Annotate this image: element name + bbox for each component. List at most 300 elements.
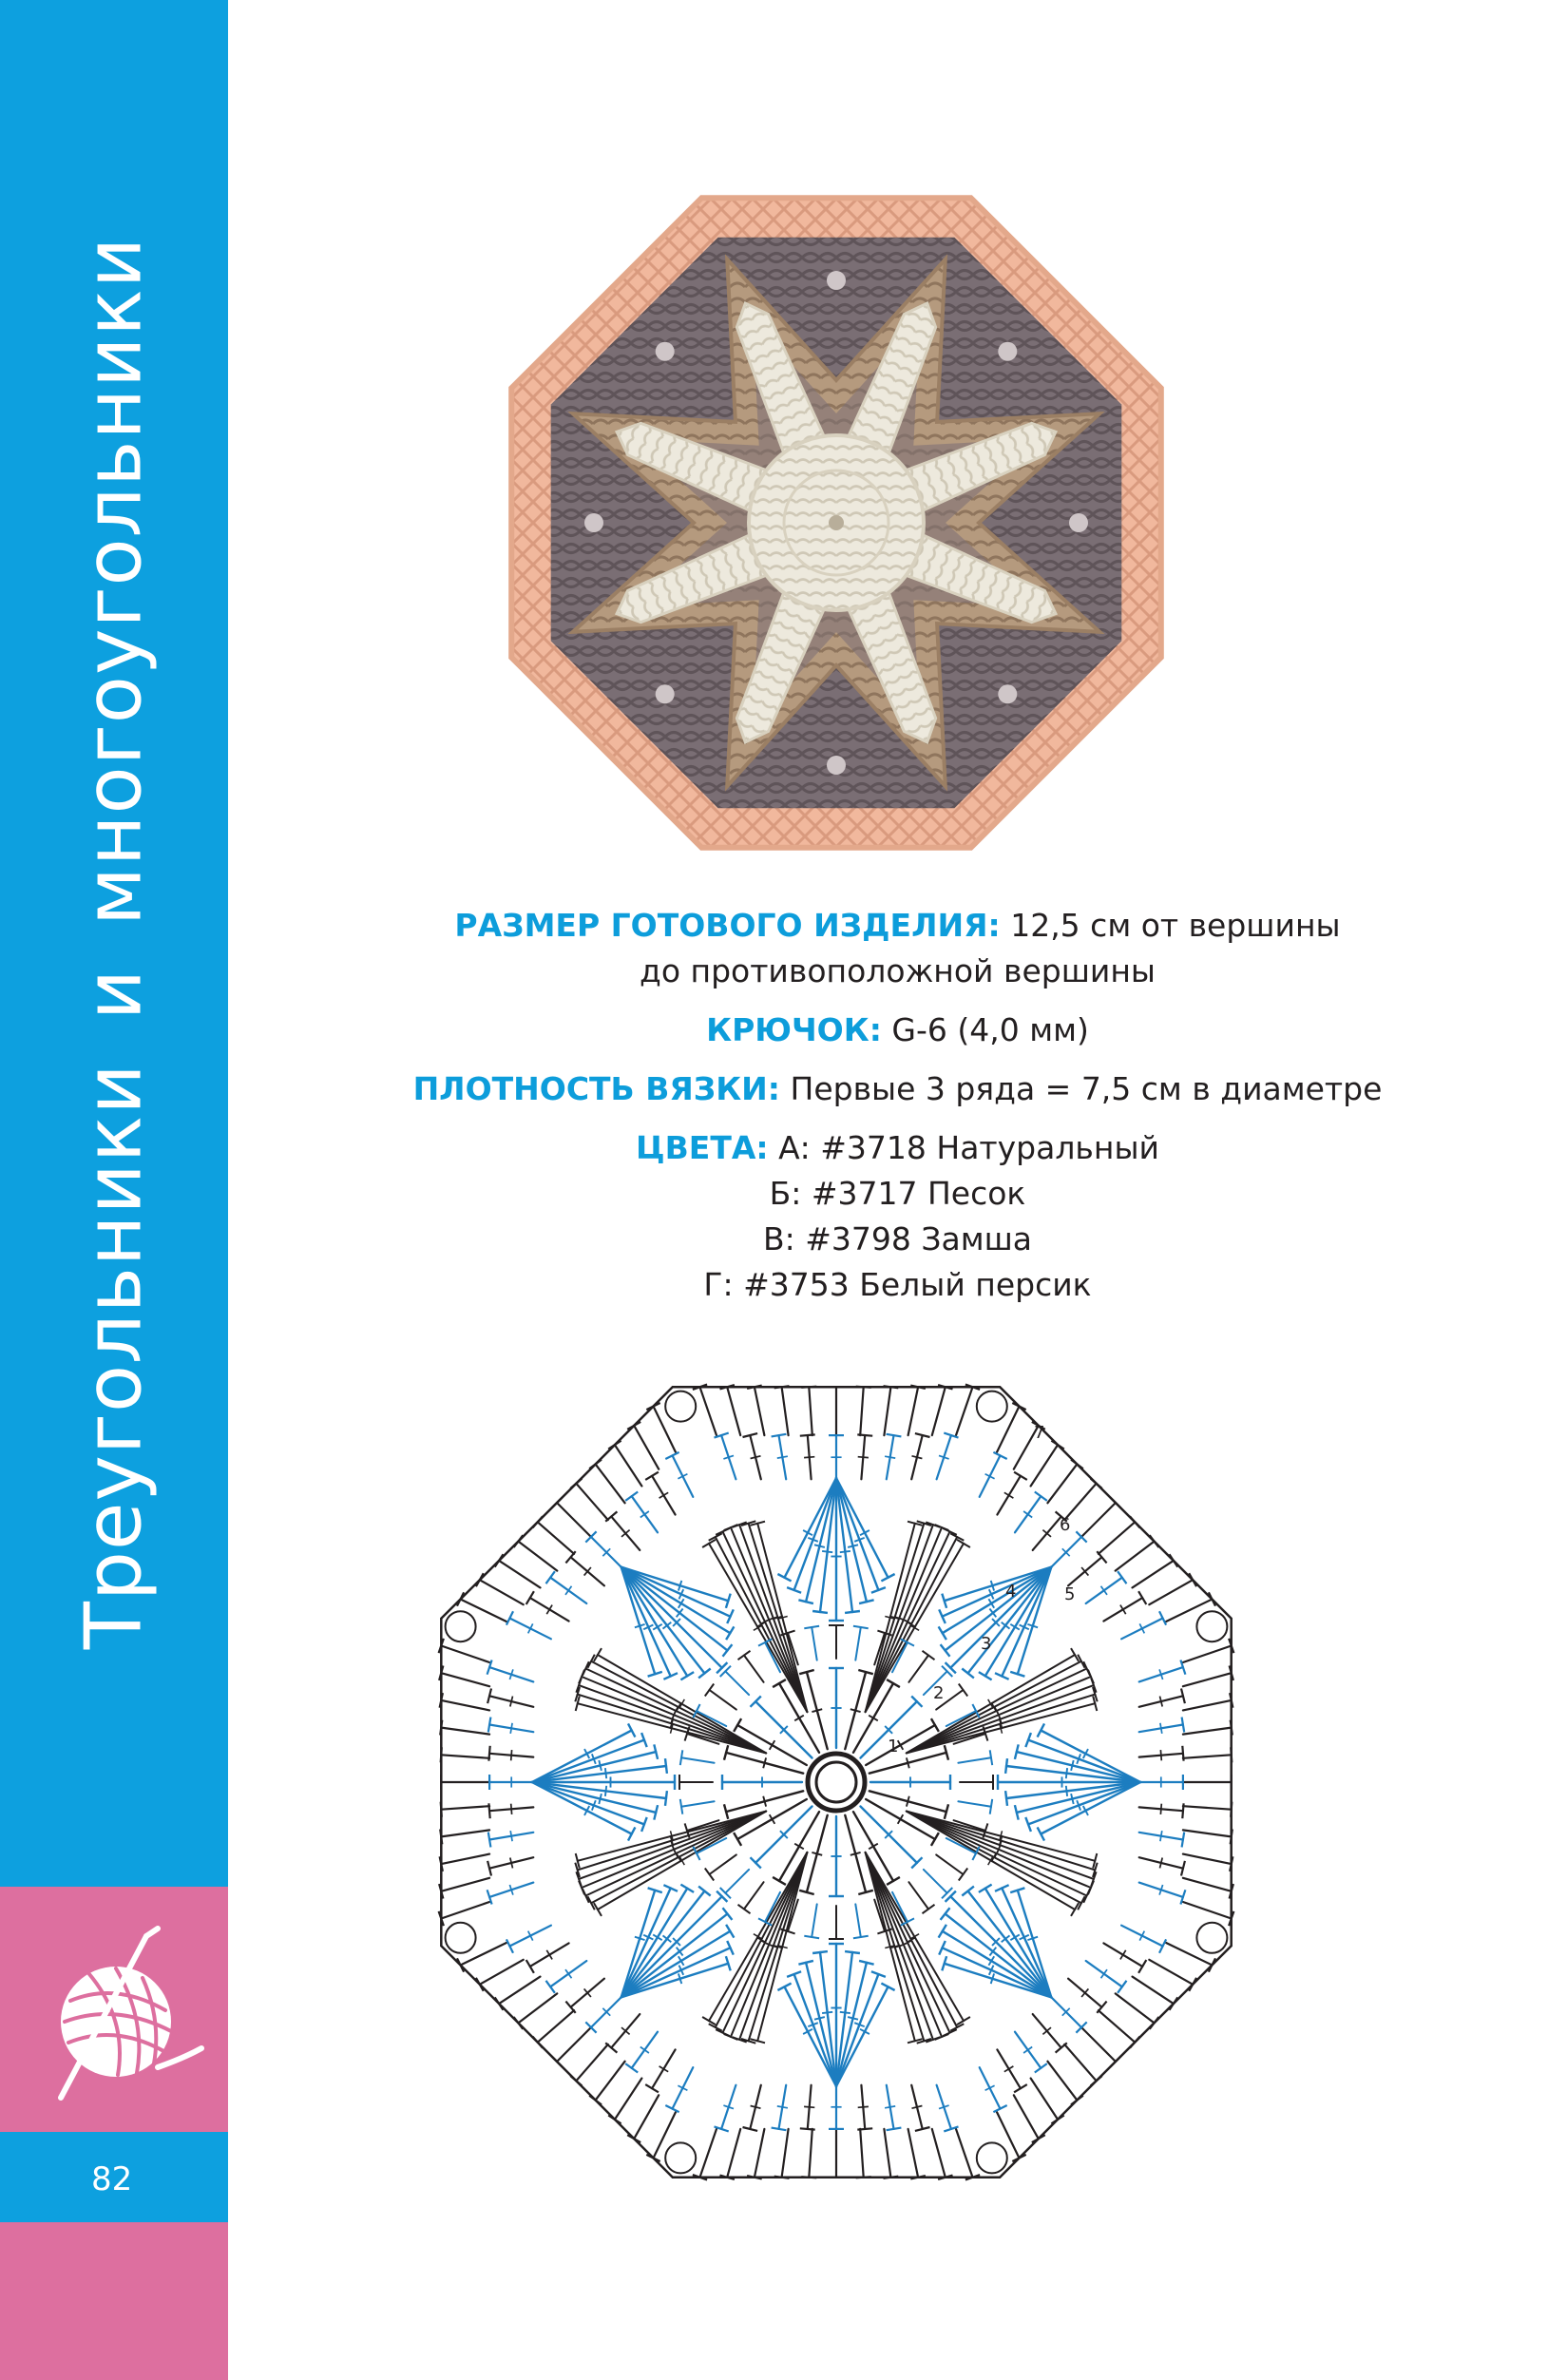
stitch-cross — [1023, 2047, 1032, 2054]
stitch — [1183, 1806, 1232, 1810]
suede-eyelet — [656, 342, 675, 361]
stitch — [956, 2129, 973, 2178]
stitch-top — [514, 2017, 524, 2029]
stitch-top — [853, 1936, 869, 1939]
stitch-top — [1159, 1939, 1166, 1952]
stitch-cross — [777, 1456, 788, 1458]
stitch — [1183, 1673, 1232, 1686]
stitch — [806, 1963, 836, 2086]
stitch — [1031, 2079, 1059, 2120]
stitch-top — [1170, 1554, 1178, 1566]
stitch-top — [645, 2084, 659, 2092]
stitch-cross — [1160, 1804, 1161, 1814]
stitch-top — [941, 1644, 950, 1657]
stitch-top — [857, 2128, 872, 2129]
stitch-top — [665, 1758, 667, 1774]
stitch-top — [589, 2096, 602, 2105]
corner-chain — [977, 2142, 1007, 2173]
size-value-2: до противоположной вершины — [640, 952, 1156, 989]
stitch-cross — [848, 2017, 858, 2020]
stitch — [806, 1478, 836, 1602]
stitch-top — [589, 1460, 602, 1469]
stitch-cross — [885, 1456, 895, 1458]
stitch — [1166, 1600, 1212, 1622]
stitch-top — [625, 2063, 638, 2072]
stitch-top — [705, 1684, 714, 1697]
stitch-top — [1138, 1960, 1146, 1973]
stitch — [710, 1854, 736, 1874]
stitch — [576, 1484, 608, 1520]
stitch-top — [887, 1679, 900, 1687]
stitch — [958, 1801, 991, 1807]
stitch — [884, 1387, 890, 1435]
stitch-top — [887, 1877, 900, 1885]
stitch — [1116, 1993, 1155, 2023]
stitch-top — [726, 1626, 734, 1640]
stitch-top — [488, 1718, 491, 1733]
stitch-top — [773, 1877, 786, 1885]
stitch-top — [1051, 2116, 1063, 2124]
stitch — [755, 1387, 765, 1435]
corner-chain — [446, 1611, 476, 1641]
stitch — [441, 1673, 489, 1686]
stitch-top — [923, 1651, 935, 1660]
stitch — [1183, 1902, 1232, 1919]
color-c-line — [247, 1217, 1548, 1262]
stitch — [1183, 1646, 1232, 1663]
suede-eyelet — [998, 342, 1017, 361]
stitch — [681, 1757, 715, 1763]
stitch-top — [716, 2029, 730, 2036]
stitch — [596, 2062, 625, 2101]
stitch-top — [856, 1387, 871, 1388]
stitch — [836, 1987, 889, 2086]
stitch-top — [1118, 1571, 1126, 1583]
stitch-top — [812, 1951, 828, 1953]
stitch — [441, 1878, 489, 1891]
stitch — [532, 1731, 632, 1783]
stitch — [1183, 1700, 1232, 1711]
gauge-line — [247, 1066, 1548, 1112]
stitch — [1149, 1960, 1193, 1985]
stitch-top — [506, 1611, 513, 1624]
stitch — [480, 1960, 524, 1985]
stitch-top — [488, 1833, 491, 1848]
stitch-cross — [1023, 1511, 1032, 1518]
stitch — [1183, 1854, 1232, 1865]
stitch — [836, 1478, 889, 1578]
stitch — [441, 1854, 489, 1865]
stitch — [596, 1464, 625, 1503]
stitch-top — [1150, 1535, 1159, 1547]
stitch-top — [646, 1403, 659, 1410]
stitch-top — [506, 1939, 513, 1952]
stitch-top — [457, 1958, 464, 1971]
stitch-top — [627, 2135, 640, 2142]
stitch — [785, 1478, 837, 1578]
stitch-top — [738, 1651, 751, 1660]
stitch-cross — [1071, 1794, 1074, 1804]
stitch — [956, 1387, 973, 1435]
corner-chain — [446, 1923, 476, 1953]
stitch-cross — [814, 2017, 825, 2020]
stitch-top — [608, 1441, 621, 1449]
stitch-top — [931, 1833, 939, 1846]
page-number: 82 — [91, 2160, 133, 2198]
stitch — [725, 1671, 749, 1695]
stitch-top — [993, 1452, 1006, 1459]
color-c: В: #3798 Замша — [762, 1220, 1033, 1257]
stitch-top — [959, 1684, 967, 1697]
stitch — [997, 1407, 1020, 1452]
stitch-top — [962, 1887, 974, 1896]
stitch-cross — [510, 1723, 512, 1734]
stitch — [615, 2079, 642, 2120]
stitch — [997, 2112, 1020, 2158]
chart-blue-stitches — [487, 1433, 1186, 2132]
stitch-top — [1170, 1997, 1178, 2009]
stitch — [499, 1561, 540, 1588]
stitch — [908, 1882, 928, 1909]
stitch-top — [665, 1791, 667, 1806]
stitch-top — [1189, 1573, 1196, 1586]
stitch-top — [665, 1452, 678, 1459]
stitch-top — [1159, 1611, 1166, 1624]
stitch-top — [959, 1869, 967, 1881]
color-a: А: #3718 Натуральный — [778, 1129, 1159, 1166]
stitch-cross — [640, 1511, 649, 1518]
stitch-top — [773, 1679, 786, 1687]
stitch — [532, 1752, 656, 1782]
stitch-top — [939, 1925, 946, 1938]
stitch-top — [979, 1672, 992, 1679]
stitch-top — [1071, 2096, 1083, 2105]
stitch-cross — [822, 2012, 832, 2013]
stitch — [932, 2129, 946, 2178]
gauge-value: Первые 3 ряда = 7,5 см в диаметре — [790, 1070, 1383, 1107]
suede-eyelet — [827, 756, 846, 775]
stitch-cross — [605, 1786, 606, 1796]
gauge-label: ПЛОТНОСТЬ ВЯЗКИ: — [412, 1070, 780, 1107]
suede-eyelet — [827, 271, 846, 290]
yarn-ball-hook-icon — [32, 1915, 213, 2105]
stitch — [441, 1646, 489, 1663]
stitch-top — [857, 1434, 872, 1435]
stitch-top — [1182, 1746, 1183, 1761]
stitch-top — [546, 1571, 555, 1583]
stitch-top — [665, 2105, 678, 2112]
stitch-top — [853, 1626, 869, 1629]
stitch — [908, 1387, 919, 1435]
stitch-top — [1083, 1889, 1090, 1903]
stitch-cross — [565, 1586, 572, 1595]
stitch-top — [1005, 1791, 1007, 1806]
stitch-top — [441, 1802, 442, 1817]
stitch-top — [1231, 1747, 1232, 1762]
stitch — [634, 2095, 659, 2139]
crochet-chart — [404, 1350, 1269, 2215]
stitch — [785, 1987, 837, 2086]
stitch-top — [1005, 1758, 1007, 1774]
size-label: РАЗМЕР ГОТОВОГО ИЗДЕЛИЯ: — [454, 907, 1001, 944]
stitch — [1081, 2027, 1116, 2062]
stitch — [441, 1755, 489, 1758]
stitch-cross — [840, 1551, 850, 1552]
stitch-cross — [640, 2047, 649, 2054]
stitch-top — [1182, 1803, 1183, 1818]
stitch — [1133, 1977, 1174, 2005]
stitch-top — [939, 1626, 946, 1640]
stitch-cross — [1071, 1760, 1074, 1771]
stitch — [480, 1580, 524, 1604]
size-line-2 — [247, 949, 1548, 994]
stitch-cross — [1066, 1786, 1067, 1796]
stitch-top — [1014, 2084, 1027, 2092]
stitch — [908, 1656, 928, 1682]
stitch-top — [801, 1387, 816, 1388]
stitch-top — [488, 1803, 489, 1818]
stitch — [755, 2129, 765, 2178]
stitch — [1041, 1731, 1140, 1783]
stitch-cross — [858, 2106, 869, 2107]
stitch-top — [546, 1981, 555, 1993]
stitch-top — [645, 1472, 659, 1480]
center-hole — [829, 515, 844, 530]
stitch-top — [476, 1978, 484, 1991]
stitch — [1064, 2044, 1097, 2081]
stitch-top — [698, 1669, 711, 1679]
size-value: 12,5 см от вершины — [1010, 907, 1341, 944]
stitch-top — [801, 2177, 816, 2178]
stitch-top — [887, 2128, 902, 2131]
stitch-top — [698, 1887, 711, 1896]
stitch — [1133, 1561, 1174, 1588]
stitch — [924, 1870, 947, 1893]
stitch-top — [772, 2128, 787, 2131]
stitch — [782, 1387, 789, 1435]
suede-eyelet — [998, 684, 1017, 703]
stitch-top — [1189, 1978, 1196, 1991]
stitch-top — [646, 2155, 659, 2161]
stitch — [1047, 1464, 1077, 1503]
stitch-cross — [885, 2106, 895, 2108]
stitch — [557, 1503, 591, 1537]
stitch-cross — [1101, 1586, 1108, 1595]
color-d: Г: #3753 Белый персик — [703, 1266, 1092, 1303]
stitch-top — [1182, 1718, 1185, 1733]
stitch — [1183, 1878, 1232, 1891]
stitch-top — [804, 1626, 819, 1629]
stitch-top — [1150, 2017, 1159, 2029]
colors-label: ЦВЕТА: — [636, 1129, 769, 1166]
stitch-top — [1051, 1441, 1063, 1449]
color-d-line — [247, 1262, 1548, 1308]
stitch-cross — [565, 1969, 572, 1978]
stitch — [860, 1387, 864, 1435]
stitch — [1183, 1755, 1232, 1758]
hook-line — [247, 1008, 1548, 1053]
stitch — [1047, 2062, 1077, 2101]
round-label-3: 3 — [981, 1634, 992, 1654]
stitch-top — [680, 1885, 694, 1892]
corner-chain — [665, 1392, 696, 1422]
stitch — [1149, 1580, 1193, 1604]
stitch — [441, 1728, 489, 1735]
stitch-top — [800, 2128, 815, 2129]
chart-center-ring — [808, 1754, 865, 1811]
suede-eyelet — [656, 684, 675, 703]
stitch-top — [1035, 1492, 1047, 1501]
stitch — [461, 1943, 506, 1966]
stitch-top — [804, 1936, 819, 1939]
stitch — [576, 2044, 608, 2081]
stitch — [615, 1445, 642, 1486]
stitch-top — [812, 1611, 828, 1613]
stitch-top — [680, 1799, 683, 1814]
stitch — [1017, 1782, 1140, 1813]
stitch-top — [1035, 2063, 1047, 2072]
stitch — [1183, 1830, 1232, 1836]
sidebar-bottom-band — [0, 2222, 228, 2380]
stitch-top — [1071, 1460, 1083, 1469]
stitch-top — [1138, 1591, 1146, 1604]
stitch — [1099, 2010, 1135, 2043]
stitch-top — [457, 1592, 464, 1605]
stitch-top — [845, 1951, 860, 1953]
stitch-top — [705, 1869, 714, 1881]
stitch-top — [526, 1591, 534, 1604]
stitch — [441, 1700, 489, 1711]
stitch-cross — [804, 2106, 814, 2107]
stitch-top — [1118, 1981, 1126, 1993]
stitch-top — [608, 2116, 621, 2124]
stitch — [538, 1522, 574, 1554]
round-label-5: 5 — [1064, 1584, 1076, 1604]
stitch-top — [856, 2177, 871, 2178]
stitch — [700, 2129, 717, 2178]
stitch — [836, 1478, 867, 1602]
stitch — [744, 1882, 764, 1909]
stitch-top — [1182, 1833, 1185, 1848]
round-label-6: 6 — [1060, 1515, 1071, 1535]
corner-chain — [977, 1392, 1007, 1422]
round-label-2: 2 — [933, 1683, 945, 1703]
stitch-top — [526, 1960, 534, 1973]
stitch — [710, 1690, 736, 1710]
sidebar — [0, 0, 228, 2380]
suede-eyelet — [1069, 513, 1088, 532]
stitch-cross — [1101, 1969, 1108, 1978]
stitch — [860, 2129, 864, 2178]
suede-eyelet — [584, 513, 603, 532]
stitch-top — [495, 1997, 504, 2009]
stitch-cross — [814, 1545, 825, 1547]
stitch — [499, 1977, 540, 2005]
stitch — [538, 2010, 574, 2043]
stitch — [1041, 1782, 1140, 1834]
stitch — [725, 1870, 749, 1893]
stitch — [557, 2027, 591, 2062]
stitch — [782, 2129, 789, 2178]
stitch-cross — [510, 1831, 512, 1841]
size-line — [247, 903, 1548, 949]
stitch — [634, 1426, 659, 1469]
stitch-cross — [1066, 1768, 1067, 1778]
color-b: Б: #3717 Песок — [769, 1175, 1026, 1212]
stitch-cross — [858, 1457, 869, 1458]
stitch — [1183, 1728, 1232, 1735]
stitch-top — [993, 2105, 1006, 2112]
stitch-top — [627, 1422, 640, 1430]
stitch — [441, 1806, 489, 1810]
corner-chain — [1196, 1611, 1227, 1641]
round-label-4: 4 — [1005, 1582, 1017, 1602]
stitch-top — [923, 1905, 935, 1913]
stitch-cross — [511, 1750, 512, 1760]
pattern-specs — [247, 903, 1548, 1308]
stitch-top — [1209, 1592, 1215, 1605]
stitch — [681, 1801, 715, 1807]
stitch-top — [941, 1908, 950, 1920]
stitch-top — [979, 1885, 992, 1892]
stitch-top — [845, 1611, 860, 1613]
stitch — [654, 1407, 677, 1452]
stitch-top — [1209, 1958, 1215, 1971]
crochet-octagon — [511, 198, 1161, 848]
stitch — [744, 1656, 764, 1682]
stitch — [518, 1542, 557, 1571]
stitch — [441, 1830, 489, 1836]
stitch-top — [441, 1747, 442, 1762]
stitch-cross — [599, 1760, 602, 1771]
stitch-cross — [605, 1768, 606, 1778]
stitch — [1081, 1503, 1116, 1537]
round-label-1: 1 — [888, 1737, 899, 1756]
stitch-top — [943, 1528, 957, 1535]
stitch — [441, 1902, 489, 1919]
stitch-top — [962, 1669, 974, 1679]
stitch-top — [887, 1434, 902, 1437]
stitch-top — [1012, 2155, 1025, 2161]
stitch — [1166, 1943, 1212, 1966]
colors-line — [247, 1125, 1548, 1171]
color-b-line — [247, 1171, 1548, 1217]
chapter-title: Треугольники и многоугольники — [68, 236, 160, 1650]
stitch-cross — [1160, 1831, 1162, 1841]
stitch — [812, 1904, 817, 1937]
hook-value: G-6 (4,0 мм) — [891, 1011, 1089, 1048]
stitch — [518, 1993, 557, 2023]
stitch-cross — [840, 2012, 850, 2013]
stitch-top — [514, 1535, 524, 1547]
stitch-cross — [511, 1804, 512, 1814]
stitch — [958, 1757, 991, 1763]
stitch — [936, 1854, 963, 1874]
stitch — [836, 1963, 867, 2086]
hook-label: КРЮЧОК: — [706, 1011, 882, 1048]
stitch — [855, 1904, 861, 1937]
stitch-cross — [848, 1545, 858, 1547]
stitch — [727, 2129, 740, 2178]
stitch — [1014, 2095, 1039, 2139]
stitch — [1031, 1445, 1059, 1486]
stitch-top — [772, 1434, 787, 1437]
stitch — [884, 2129, 890, 2178]
stitch — [809, 1387, 812, 1435]
stitch-top — [1014, 1472, 1027, 1480]
stitch-top — [734, 1833, 741, 1846]
stitch-top — [990, 1799, 993, 1814]
